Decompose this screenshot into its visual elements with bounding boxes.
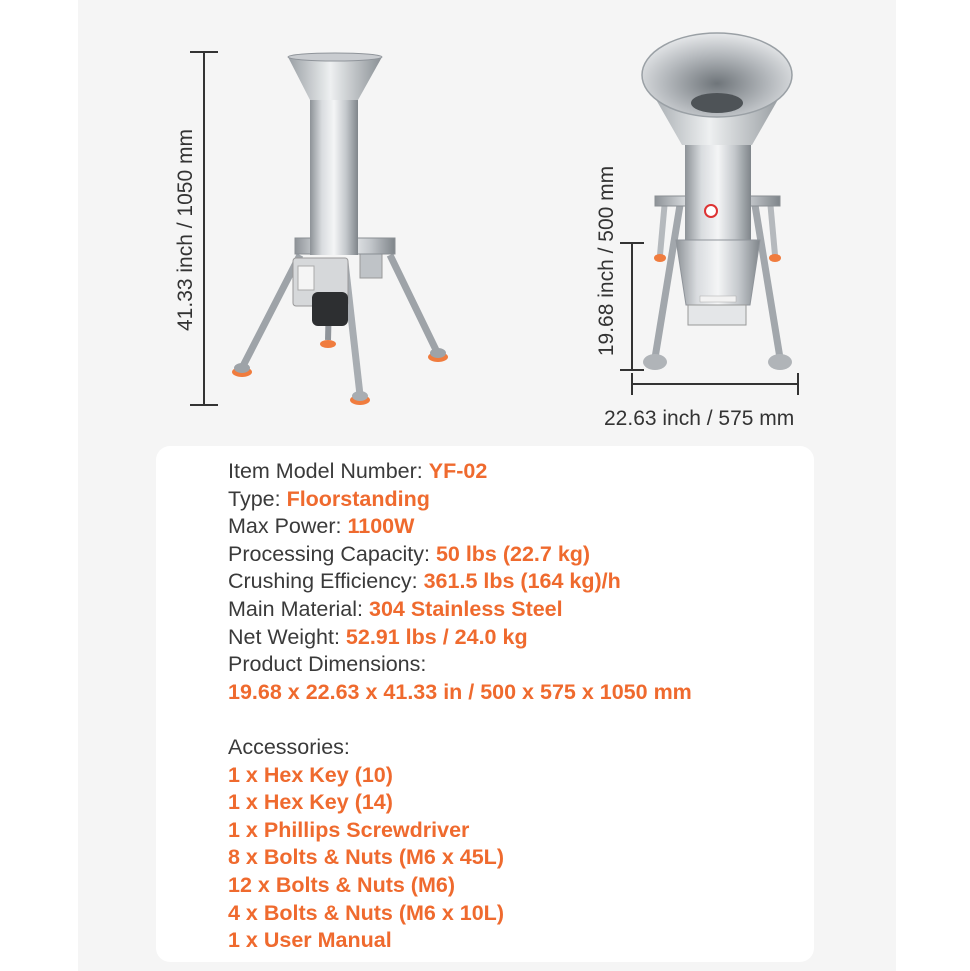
spec-efficiency-label: Crushing Efficiency: [228,569,424,594]
spec-dimensions-value-row [228,679,808,707]
accessories-heading [228,734,808,762]
spec-dimensions-label-row [228,651,808,679]
accessory-item [228,844,808,872]
spec-model-value: YF-02 [428,459,488,483]
spec-type-label: Type: [228,486,287,511]
spacer [228,706,808,734]
accessory-item [228,900,808,928]
spec-weight [228,624,808,652]
accessory-item [228,817,808,845]
spec-dimensions-label: Product Dimensions: [228,652,427,677]
accessory-item [228,872,808,900]
accessory-item [228,789,808,817]
spec-type [228,486,808,514]
accessory-item-text: 1 x User Manual [228,928,392,953]
height-dimension-right [620,243,644,370]
spec-weight-label: Net Weight: [228,624,346,649]
spec-capacity-value: 50 lbs (22.7 kg) [435,541,591,566]
accessory-item-text: 4 x Bolts & Nuts (M6 x 10L) [228,900,504,925]
spec-power-value: 1100W [347,514,415,539]
accessory-item-text: 1 x Phillips Screwdriver [228,817,470,842]
accessory-item-text: 12 x Bolts & Nuts (M6) [228,872,455,897]
spec-capacity [228,541,808,569]
spec-efficiency [228,568,808,596]
spec-material-label: Main Material: [228,596,369,621]
spec-power [228,513,808,541]
height-label-right: 19.68 inch / 500 mm [595,165,618,357]
spec-model [228,458,808,486]
spec-list [228,458,808,955]
spec-material [228,596,808,624]
spec-weight-value: 52.91 lbs / 24.0 kg [345,624,528,649]
accessory-item [228,762,808,790]
spec-material-value: 304 Stainless Steel [369,596,563,621]
width-label: 22.63 inch / 575 mm [604,407,795,430]
accessory-item-text: 1 x Hex Key (14) [228,790,393,815]
spec-type-value: Floorstanding [286,486,430,511]
spec-capacity-label: Processing Capacity: [228,541,436,566]
accessories-label: Accessories: [228,734,350,759]
accessory-item-text: 1 x Hex Key (10) [228,762,393,787]
accessory-item-text: 8 x Bolts & Nuts (M6 x 45L) [228,845,504,870]
spec-efficiency-value: 361.5 lbs (164 kg)/h [423,569,621,594]
height-label-left: 41.33 inch / 1050 mm [174,129,197,331]
machine-side-view [232,53,448,405]
spec-power-label: Max Power: [228,514,348,539]
accessory-item [228,927,808,955]
machine-front-view [642,33,792,370]
spec-dimensions-value: 19.68 x 22.63 x 41.33 in / 500 x 575 x 1050 mm [228,679,692,704]
width-dimension [632,373,798,395]
spec-model-label: Item Model Number: [228,459,429,483]
